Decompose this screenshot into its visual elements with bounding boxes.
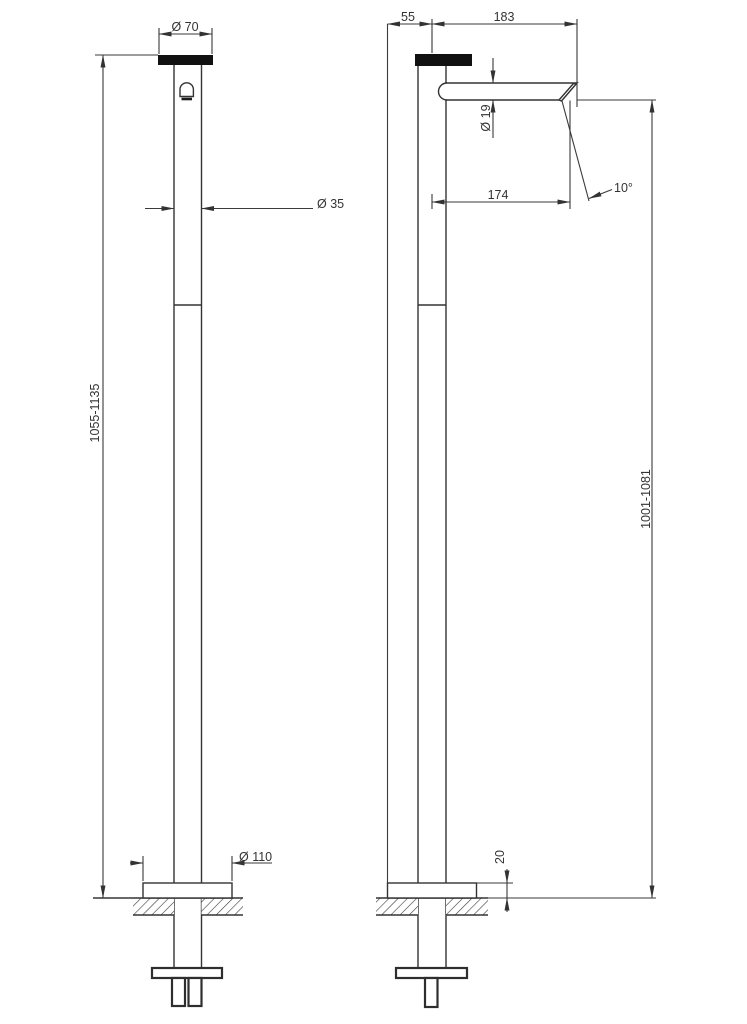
front-top-cap [158,55,213,65]
dim-label-spout-angle: 10° [614,181,633,195]
dim-label-base-plate-height: 20 [493,850,507,864]
side-top-cap [415,54,472,66]
side-base-plate [388,883,477,898]
front-supply-pipe-left [172,978,185,1006]
side-supply-pipe [425,978,438,1007]
front-base-plate [143,883,232,898]
front-mounting-flange [152,968,222,978]
dim-label-cap-diameter: Ø 70 [171,20,199,34]
dim-label-55: 55 [401,10,415,24]
front-supply-pipe-right [189,978,202,1006]
dim-label-spout-diameter: Ø 19 [479,104,493,132]
dim-label-shaft-diameter: Ø 35 [317,197,345,211]
dim-label-183: 183 [493,10,515,24]
dim-label-base-diameter: Ø 110 [239,850,273,864]
dim-label-outlet-height: 1001-1081 [639,469,653,529]
dim-label-front-height: 1055-1135 [88,383,102,443]
side-mounting-flange [396,968,467,978]
dim-label-174: 174 [487,188,509,202]
